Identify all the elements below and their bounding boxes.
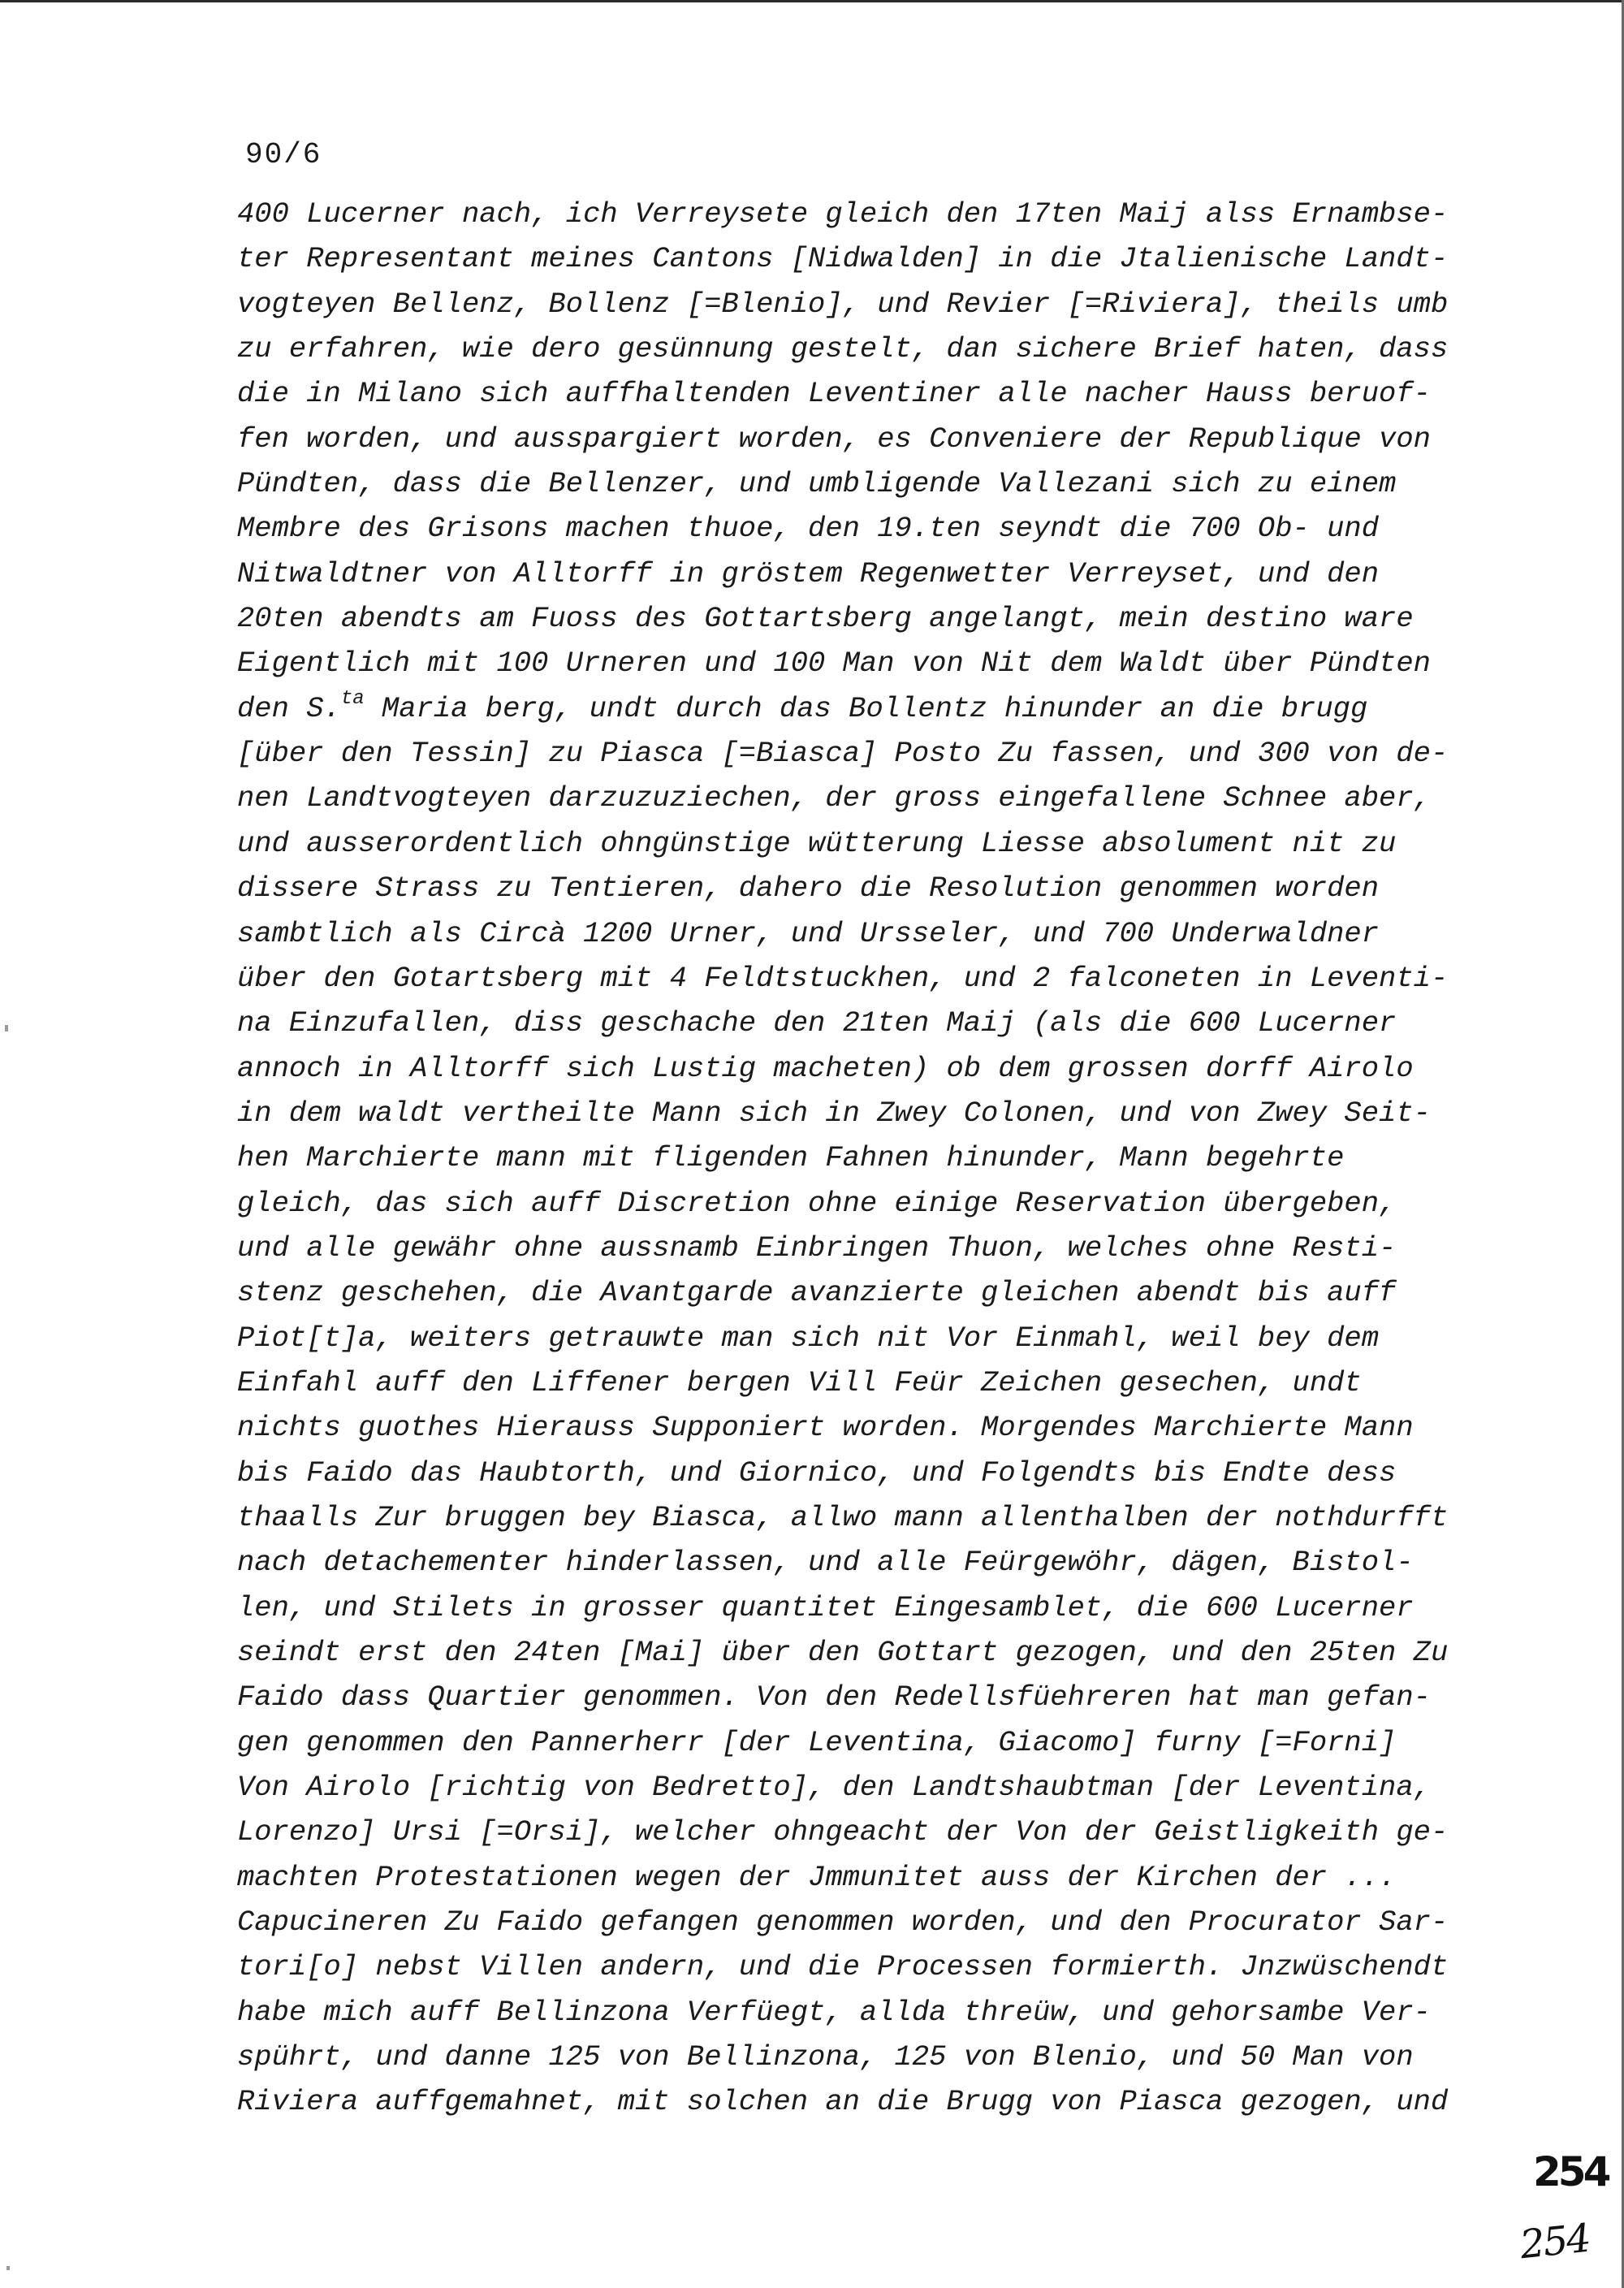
- text-line: bis Faido das Haubtorth, und Giornico, und Folgendts bis Endte dess: [237, 1455, 1397, 1490]
- text-line: annoch in Alltorff sich Lustig macheten) ob dem grossen dorff Airolo: [237, 1051, 1414, 1085]
- text-line: 20ten abendts am Fuoss des Gottartsberg angelangt, mein destino ware: [237, 602, 1414, 636]
- text-line: nen Landtvogteyen darzuzuziechen, der gross eingefallene Schnee aber,: [237, 781, 1431, 815]
- stamped-page-number: 254: [1533, 2148, 1609, 2195]
- text-line: dissere Strass zu Tentieren, dahero die Resolution genommen worden: [237, 872, 1380, 906]
- text-line: stenz geschehen, die Avantgarde avanzierte gleichen abendt bis auff: [237, 1276, 1397, 1310]
- text-line: Nitwaldtner von Alltorff in gröstem Regenwetter Verreyset, und den: [237, 556, 1380, 590]
- text-line: habe mich auff Bellinzona Verfüegt, allda threüw, und gehorsambe Ver-: [237, 1995, 1431, 2029]
- scan-speck: [5, 1025, 8, 1032]
- text-line: in dem waldt vertheilte Mann sich in Zwey Colonen, und von Zwey Seit-: [237, 1096, 1431, 1130]
- text-line: seindt erst den 24ten [Mai] über den Gottart gezogen, und den 25ten Zu: [237, 1636, 1449, 1669]
- text-line: tori[o] nebst Villen andern, und die Processen formierth. Jnzwüschendt: [237, 1950, 1449, 1984]
- text-line: Riviera auffgemahnet, mit solchen an die Brugg von Piasca gezogen, und: [237, 2085, 1449, 2119]
- text-line-segment: den S.: [237, 691, 341, 725]
- text-line: und alle gewähr ohne aussnamb Einbringen Thuon, welches ohne Resti-: [237, 1231, 1397, 1265]
- text-line: ter Representant meines Cantons [Nidwalden] in die Jtalienische Landt-: [237, 242, 1449, 276]
- text-line: hen Marchierte mann mit fligenden Fahnen hinunder, Mann begehrte: [237, 1141, 1345, 1175]
- text-line: Lorenzo] Ursi [=Orsi], welcher ohngeacht der Von der Geistligkeith ge-: [237, 1815, 1449, 1849]
- text-line: na Einzufallen, diss geschache den 21ten Maij (als die 600 Lucerner: [237, 1006, 1397, 1040]
- text-line-segment: Maria berg, undt durch das Bollentz hinunder an die brugg: [364, 691, 1368, 725]
- page-number: 90/6: [245, 138, 322, 171]
- text-line: Eigentlich mit 100 Urneren und 100 Man von Nit dem Waldt über Pündten: [237, 647, 1431, 681]
- text-line: 400 Lucerner nach, ich Verreysete gleich den 17ten Maij alss Ernambse-: [237, 197, 1449, 231]
- text-line: machten Protestationen wegen der Jmmunitet auss der Kirchen der ...: [237, 1860, 1397, 1894]
- scan-speck: [6, 2266, 10, 2270]
- handwritten-page-number: 254: [1518, 2215, 1592, 2269]
- text-line: len, und Stilets in grosser quantitet Eingesamblet, die 600 Lucerner: [237, 1590, 1414, 1624]
- text-line: die in Milano sich auffhaltenden Leventiner alle nacher Hauss beruof-: [237, 377, 1431, 411]
- text-line: und ausserordentlich ohngünstige wütterung Liesse absolument nit zu: [237, 826, 1397, 860]
- text-line: gleich, das sich auff Discretion ohne einige Reservation übergeben,: [237, 1186, 1397, 1220]
- text-line: spührt, und danne 125 von Bellinzona, 125 von Blenio, und 50 Man von: [237, 2040, 1414, 2074]
- text-line: [über den Tessin] zu Piasca [=Biasca] Posto Zu fassen, und 300 von de-: [237, 737, 1449, 771]
- text-line: Pündten, dass die Bellenzer, und umbligende Vallezani sich zu einem: [237, 467, 1397, 501]
- text-line: Von Airolo [richtig von Bedretto], den Landtshaubtman [der Leventina,: [237, 1771, 1431, 1805]
- text-line: zu erfahren, wie dero gesünnung gestelt, dan sichere Brief haten, dass: [237, 332, 1449, 366]
- text-line: vogteyen Bellenz, Bollenz [=Blenio], und Revier [=Riviera], theils umb: [237, 287, 1449, 321]
- text-line: Piot[t]a, weiters getrauwte man sich nit Vor Einmahl, weil bey dem: [237, 1321, 1380, 1355]
- text-line: fen worden, und ausspargiert worden, es Conveniere der Republique von: [237, 422, 1431, 456]
- text-line: über den Gotartsberg mit 4 Feldtstuckhen, und 2 falconeten in Leventi-: [237, 961, 1449, 995]
- text-line: Faido dass Quartier genommen. Von den Redellsfüehreren hat man gefan-: [237, 1680, 1431, 1715]
- text-line: [237, 686, 1504, 731]
- text-line: Einfahl auff den Liffener bergen Vill Feür Zeichen gesechen, undt: [237, 1365, 1362, 1399]
- text-line: Membre des Grisons machen thuoe, den 19.ten seyndt die 700 Ob- und: [237, 512, 1380, 546]
- text-line: nichts guothes Hierauss Supponiert worden. Morgendes Marchierte Mann: [237, 1411, 1414, 1445]
- text-line: thaalls Zur bruggen bey Biasca, allwo mann allenthalben der nothdurfft: [237, 1500, 1449, 1534]
- text-line: nach detachementer hinderlassen, und alle Feürgewöhr, dägen, Bistol-: [237, 1546, 1414, 1580]
- page-border-top: [0, 0, 1624, 2]
- text-line: gen genommen den Pannerherr [der Leventina, Giacomo] furny [=Forni]: [237, 1725, 1397, 1759]
- text-line: sambtlich als Circà 1200 Urner, und Ursseler, und 700 Underwaldner: [237, 916, 1380, 950]
- transcription-body: [237, 192, 1504, 2125]
- superscript: ta: [340, 687, 365, 710]
- text-line: Capucineren Zu Faido gefangen genommen worden, und den Procurator Sar-: [237, 1905, 1449, 1940]
